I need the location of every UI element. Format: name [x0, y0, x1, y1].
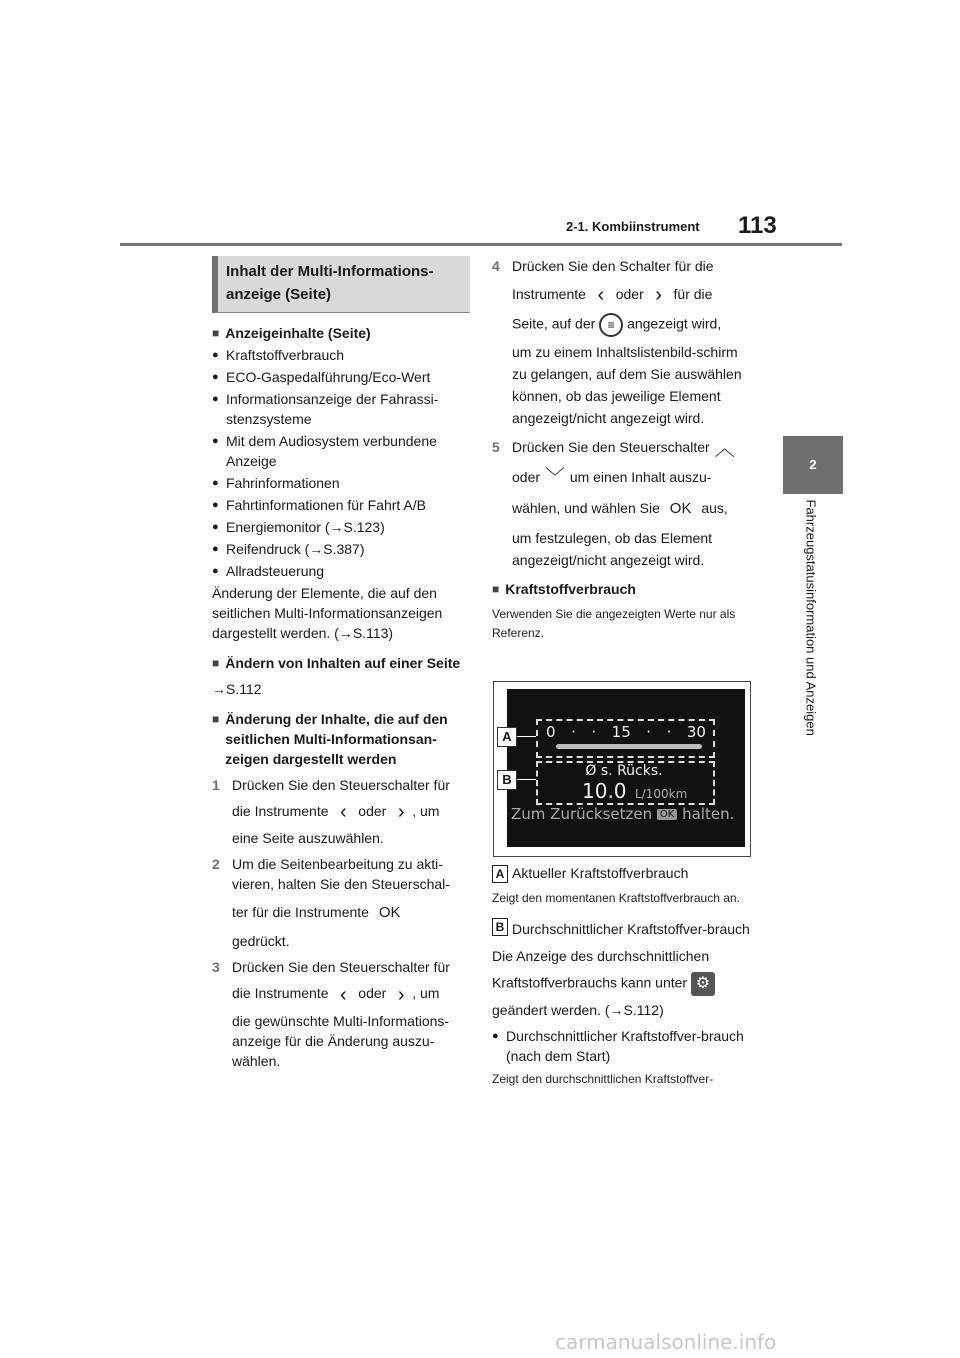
- bullet-icon: ●: [212, 565, 219, 577]
- gauge-bar: [556, 744, 702, 749]
- tag-b: B: [492, 918, 508, 936]
- paragraph: Kraftstoffverbrauchs kann unter ⚙: [492, 972, 752, 996]
- right-column: [492, 256, 752, 643]
- subheading-change-page: ■ Ändern von Inhalten auf einer Seite: [212, 655, 461, 671]
- page-reference: →S.112: [212, 681, 262, 697]
- legend-a: A Aktueller Kraftstoffverbrauch: [492, 863, 752, 883]
- chapter-label: Fahrzeugstatusinformation und Anzeigen: [803, 499, 819, 736]
- left-column: [212, 256, 470, 1071]
- page-number: 113: [738, 212, 777, 239]
- legend-a-desc: Zeigt den momentanen Kraftstoffverbrauch an.: [492, 891, 740, 905]
- average-label: Ø s. Rücks.: [585, 763, 663, 779]
- callout-b: B: [497, 770, 517, 790]
- bullet-icon: ●: [212, 477, 219, 489]
- paragraph: Zeigt den durchschnittlichen Kraftstoffver-: [492, 1072, 714, 1086]
- gauge-tick: 0: [546, 723, 556, 741]
- chapter-tab: 2: [783, 436, 843, 494]
- chevron-down-icon: ﹀: [544, 466, 565, 489]
- paragraph: Änderung der Elemente, die auf den seitlichen Multi-Informationsanzeigen dargestellt werden. (→S.113): [212, 585, 443, 641]
- section-title-line1: Inhalt der Multi-Informations-: [226, 263, 434, 280]
- list-item: ● Allradsteuerung: [212, 563, 325, 579]
- gauge-tick: ·: [646, 723, 652, 741]
- gear-icon: ⚙: [691, 972, 715, 996]
- ok-button-icon: OK: [378, 904, 401, 922]
- tag-a: A: [492, 865, 508, 883]
- list-item: ● Informationsanzeige der Fahrassi-stenzsysteme: [212, 391, 439, 427]
- ok-chip-icon: OK: [657, 809, 677, 820]
- bullet-icon: ●: [212, 435, 219, 447]
- header-rule: [120, 243, 842, 246]
- bullet-icon: ●: [212, 521, 219, 533]
- list-item: ● ECO-Gaspedalführung/Eco-Wert: [212, 369, 431, 385]
- paragraph: Die Anzeige des durchschnittlichen: [492, 948, 710, 964]
- legend-b: B Durchschnittlicher Kraftstoffver-brauch: [492, 918, 752, 940]
- list-item: ● Durchschnittlicher Kraftstoffver-brauch (nach dem Start): [492, 1028, 744, 1064]
- gauge-tick: ·: [666, 723, 672, 741]
- bullet-icon: ●: [212, 499, 219, 511]
- chevron-left-icon: ‹: [340, 983, 347, 1006]
- step-1: 1 Drücken Sie den Steuerschalter für die Instrumente ‹ oder › , um eine Seite auszuwählen.: [212, 777, 450, 847]
- gauge-tick: ·: [571, 723, 576, 741]
- square-bullet-icon: ■: [212, 712, 220, 726]
- chevron-right-icon: ›: [397, 983, 405, 1006]
- watermark: carmanualsonline.info: [555, 1330, 777, 1354]
- bullet-icon: ●: [212, 393, 219, 405]
- section-title: [212, 256, 470, 313]
- chevron-left-icon: ‹: [597, 284, 605, 307]
- subheading-change-side: ■ Änderung der Inhalte, die auf den seitlichen Multi-Informationsan-zeigen dargestellt werden: [212, 711, 448, 767]
- bullet-icon: ●: [212, 349, 219, 361]
- bullet-icon: ●: [492, 1030, 499, 1042]
- list-item: ● Fahrinformationen: [212, 475, 340, 491]
- list-item: ● Kraftstoffverbrauch: [212, 347, 345, 363]
- section-header: 2-1. Kombiinstrument: [566, 219, 700, 234]
- chevron-right-icon: ›: [655, 284, 662, 307]
- chevron-up-icon: ︿: [714, 437, 735, 460]
- average-unit: L/100km: [635, 787, 688, 801]
- callout-line-b: [515, 779, 536, 780]
- reset-hint: Zum Zurücksetzen OK halten.: [511, 805, 735, 823]
- step-4: 4 Drücken Sie den Schalter für die Instrumente ‹ oder › für die Seite, auf der ≡ angezeigt wird, um zu einem Inhaltslistenbild-schirm zu gelangen, auf dem Sie auswählen können, ob das jeweilige Element angezeigt/nicht angezeigt wird.: [492, 258, 742, 427]
- list-item: ● Mit dem Audiosystem verbundene Anzeige: [212, 433, 437, 469]
- average-value: 10.0: [582, 779, 627, 803]
- figure-legend: [492, 863, 752, 1089]
- list-item: ● Energiemonitor (→S.123): [212, 519, 385, 535]
- gauge-tick: ·: [591, 723, 597, 741]
- step-5: 5 Drücken Sie den Steuerschalter ︿ oder ﹀ um einen Inhalt auszu- wählen, und wählen Sie OK aus, um festzulegen, ob das Element angezeigt/nicht angezeigt wird.: [492, 437, 735, 568]
- gauge-tick: 30: [686, 723, 706, 741]
- callout-line-a: [515, 736, 536, 737]
- square-bullet-icon: ■: [212, 326, 220, 340]
- list-item: ● Fahrtinformationen für Fahrt A/B: [212, 497, 426, 513]
- gauge-tick: 15: [611, 723, 631, 741]
- chevron-right-icon: ›: [397, 801, 405, 824]
- step-3: 3 Drücken Sie den Steuerschalter für die Instrumente ‹ oder › , um die gewünschte Multi-Informations-anzeige für die Änderung auszu-wählen.: [212, 959, 450, 1069]
- step-2: 2 Um die Seitenbearbeitung zu akti-vieren, halten Sie den Steuerschal- ter für die Instrumente OK gedrückt.: [212, 856, 450, 950]
- ok-button-icon: OK: [669, 499, 692, 517]
- subheading-fuel: ■ Kraftstoffverbrauch: [492, 580, 636, 597]
- reference-note: Verwenden Sie die angezeigten Werte nur als Referenz.: [492, 606, 736, 640]
- square-bullet-icon: ■: [212, 656, 220, 670]
- subheading-contents: ■ Anzeigeinhalte (Seite): [212, 325, 371, 341]
- bullet-icon: ●: [212, 371, 219, 383]
- list-item: ● Reifendruck (→S.387): [212, 541, 365, 557]
- gauge-scale: [546, 723, 706, 741]
- list-menu-icon: ≡: [599, 313, 623, 337]
- square-bullet-icon: ■: [492, 581, 500, 596]
- section-title-line2: anzeige (Seite): [226, 286, 332, 303]
- chevron-left-icon: ‹: [340, 801, 347, 824]
- paragraph: geändert werden. (→S.112): [492, 1002, 664, 1018]
- bullet-icon: ●: [212, 543, 219, 555]
- callout-a: A: [497, 727, 517, 747]
